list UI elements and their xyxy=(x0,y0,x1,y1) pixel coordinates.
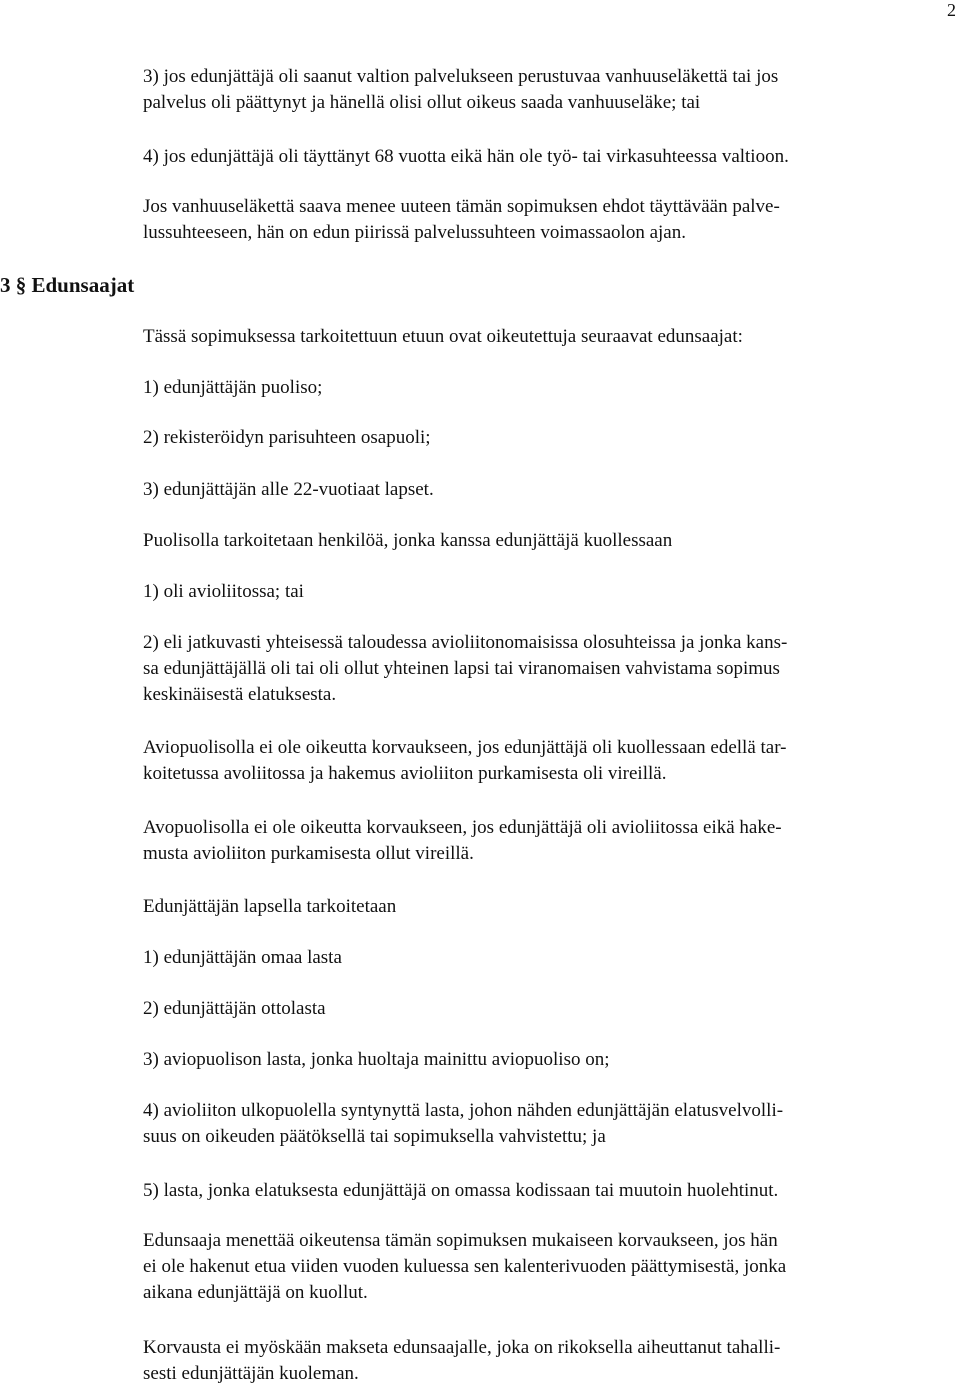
text-line: Jos vanhuuseläkettä saava menee uuteen tämän sopimuksen ehdot täyttävään palve- xyxy=(143,196,780,217)
section-heading: 3 § Edunsaajat xyxy=(0,273,135,297)
paragraph xyxy=(143,1047,610,1073)
text-line: Puolisolla tarkoitetaan henkilöä, jonka kanssa edunjättäjä kuollessaan xyxy=(143,530,673,551)
page-number: 2 xyxy=(947,0,956,20)
paragraph xyxy=(143,477,434,503)
text-line: Tässä sopimuksessa tarkoitettuun etuun ovat oikeutettuja seuraavat edunsaajat: xyxy=(143,326,743,347)
text-line: sa edunjättäjällä oli tai oli ollut yhteinen lapsi tai viranomaisen vahvistama sopimus xyxy=(143,658,780,679)
text-line: 1) oli avioliitossa; tai xyxy=(143,581,304,602)
paragraph xyxy=(143,1178,778,1204)
paragraph xyxy=(143,1098,783,1150)
paragraph xyxy=(143,194,780,246)
text-line: Edunsaaja menettää oikeutensa tämän sopimuksen mukaiseen korvaukseen, jos hän xyxy=(143,1230,778,1251)
text-line: Aviopuolisolla ei ole oikeutta korvaukseen, jos edunjättäjä oli kuollessaan edellä tar- xyxy=(143,737,787,758)
paragraph xyxy=(143,1228,786,1306)
text-line: palvelus oli päättynyt ja hänellä olisi ollut oikeus saada vanhuuseläke; tai xyxy=(143,92,701,113)
text-line: 2) rekisteröidyn parisuhteen osapuoli; xyxy=(143,427,431,448)
text-line: 3) aviopuolison lasta, jonka huoltaja mainittu aviopuoliso on; xyxy=(143,1049,610,1070)
paragraph xyxy=(143,1335,780,1387)
paragraph xyxy=(143,579,304,605)
paragraph xyxy=(143,630,787,708)
paragraph xyxy=(143,375,322,401)
text-line: sesti edunjättäjän kuoleman. xyxy=(143,1363,359,1384)
paragraph xyxy=(143,528,672,554)
text-line: koitetussa avoliitossa ja hakemus avioliiton purkamisesta oli vireillä. xyxy=(143,763,667,784)
paragraph xyxy=(143,144,789,170)
text-line: musta avioliiton purkamisesta ollut vireillä. xyxy=(143,843,474,864)
text-line: 4) jos edunjättäjä oli täyttänyt 68 vuotta eikä hän ole työ- tai virkasuhteessa valtioon. xyxy=(143,146,789,167)
text-line: 4) avioliiton ulkopuolella syntynyttä lasta, johon nähden edunjättäjän elatusvelvolli- xyxy=(143,1100,784,1121)
paragraph xyxy=(143,945,342,971)
paragraph xyxy=(143,735,787,787)
paragraph xyxy=(143,815,782,867)
text-line: 3) edunjättäjän alle 22-vuotiaat lapset. xyxy=(143,479,434,500)
text-line: 2) eli jatkuvasti yhteisessä taloudessa avioliitonomaisissa olosuhteissa ja jonka kans- xyxy=(143,632,788,653)
text-line: 5) lasta, jonka elatuksesta edunjättäjä on omassa kodissaan tai muutoin huolehtinut. xyxy=(143,1180,779,1201)
text-line: lussuhteeseen, hän on edun piirissä palvelussuhteen voimassaolon ajan. xyxy=(143,222,686,243)
text-line: 2) edunjättäjän ottolasta xyxy=(143,998,326,1019)
text-line: 1) edunjättäjän omaa lasta xyxy=(143,947,342,968)
text-line: aikana edunjättäjä on kuollut. xyxy=(143,1282,368,1303)
paragraph xyxy=(143,324,743,350)
text-line: 1) edunjättäjän puoliso; xyxy=(143,377,323,398)
text-line: suus on oikeuden päätöksellä tai sopimuksella vahvistettu; ja xyxy=(143,1126,606,1147)
text-line: ei ole hakenut etua viiden vuoden kuluessa sen kalenterivuoden päättymisestä, jonka xyxy=(143,1256,787,1277)
text-line: Edunjättäjän lapsella tarkoitetaan xyxy=(143,896,397,917)
text-line: Korvausta ei myöskään makseta edunsaajalle, joka on rikoksella aiheuttanut tahalli- xyxy=(143,1337,781,1358)
paragraph xyxy=(143,996,326,1022)
text-line: Avopuolisolla ei ole oikeutta korvaukseen, jos edunjättäjä oli avioliitossa eikä hake- xyxy=(143,817,782,838)
text-line: 3) jos edunjättäjä oli saanut valtion palvelukseen perustuvaa vanhuuseläkettä tai jos xyxy=(143,66,779,87)
paragraph xyxy=(143,64,778,116)
paragraph xyxy=(143,894,396,920)
text-line: keskinäisestä elatuksesta. xyxy=(143,684,337,705)
paragraph xyxy=(143,425,431,451)
